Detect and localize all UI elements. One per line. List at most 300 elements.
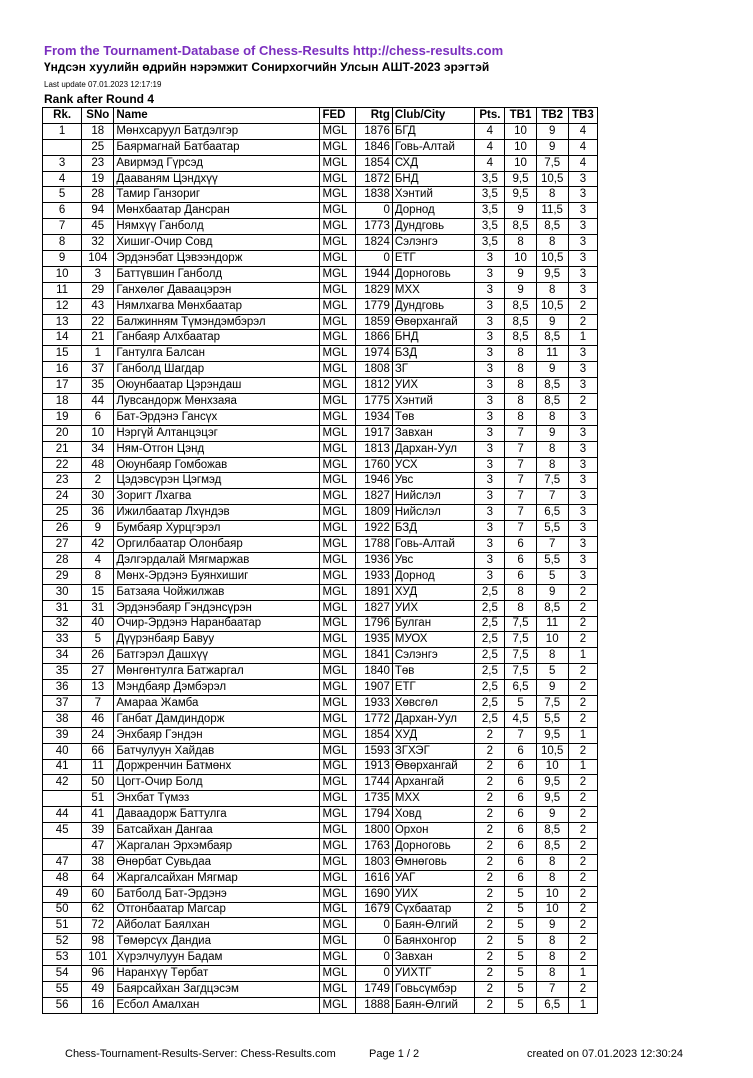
cell-tb2: 9 [536,918,568,934]
cell-name: Батчулуун Хайдав [114,743,320,759]
table-row [43,251,598,267]
cell-sno: 29 [82,282,114,298]
cell-pts: 2 [475,823,505,839]
cell-fed: MGL [320,409,355,425]
cell-tb3: 3 [568,457,597,473]
table-row [43,743,598,759]
cell-name: Батсайхан Дангаа [114,823,320,839]
cell-rank: 3 [43,155,82,171]
cell-pts: 3 [475,505,505,521]
cell-pts: 3 [475,425,505,441]
table-row [43,537,598,553]
cell-sno: 98 [82,934,114,950]
cell-fed: MGL [320,521,355,537]
cell-tb3: 2 [568,807,597,823]
cell-rtg: 1829 [355,282,392,298]
cell-pts: 2,5 [475,648,505,664]
cell-club: Нийслэл [392,505,474,521]
cell-tb1: 8,5 [505,314,536,330]
cell-tb3: 2 [568,981,597,997]
cell-fed: MGL [320,251,355,267]
cell-tb3: 2 [568,394,597,410]
cell-tb3: 3 [568,489,597,505]
table-row [43,457,598,473]
cell-tb2: 7 [536,981,568,997]
cell-tb2: 5 [536,664,568,680]
cell-pts: 3 [475,266,505,282]
cell-club: Завхан [392,950,474,966]
cell-sno: 19 [82,171,114,187]
cell-tb3: 2 [568,600,597,616]
cell-rank: 42 [43,775,82,791]
table-body [43,123,598,1013]
cell-pts: 2,5 [475,711,505,727]
cell-tb3: 3 [568,282,597,298]
cell-sno: 9 [82,521,114,537]
cell-name: Баярмагнай Батбаатар [114,139,320,155]
cell-sno: 66 [82,743,114,759]
cell-sno: 37 [82,362,114,378]
cell-tb2: 6,5 [536,997,568,1013]
table-row [43,123,598,139]
cell-tb3: 2 [568,664,597,680]
cell-rtg: 1891 [355,584,392,600]
cell-rtg: 1744 [355,775,392,791]
cell-name: Отгонбаатар Магсар [114,902,320,918]
cell-club: Говь-Алтай [392,139,474,155]
table-row [43,791,598,807]
cell-rtg: 1913 [355,759,392,775]
cell-sno: 26 [82,648,114,664]
cell-tb1: 7 [505,473,536,489]
col-header-rtg: Rtg [355,108,392,124]
cell-fed: MGL [320,187,355,203]
cell-fed: MGL [320,981,355,997]
cell-pts: 3 [475,330,505,346]
cell-tb1: 6 [505,568,536,584]
cell-tb3: 2 [568,838,597,854]
footer-server: Chess-Tournament-Results-Server: Chess-Results.com [65,1048,336,1060]
cell-tb3: 2 [568,298,597,314]
cell-rank: 32 [43,616,82,632]
cell-sno: 6 [82,409,114,425]
cell-fed: MGL [320,632,355,648]
cell-tb1: 7,5 [505,664,536,680]
cell-fed: MGL [320,568,355,584]
cell-pts: 4 [475,155,505,171]
cell-rank: 23 [43,473,82,489]
cell-club: Дундговь [392,298,474,314]
cell-tb2: 10,5 [536,743,568,759]
cell-name: Ням-Отгон Цэнд [114,441,320,457]
cell-sno: 64 [82,870,114,886]
table-row [43,759,598,775]
cell-tb2: 8 [536,648,568,664]
table-row [43,266,598,282]
table-row [43,807,598,823]
cell-fed: MGL [320,664,355,680]
cell-club: Баянхонгор [392,934,474,950]
cell-name: Наранхүү Төрбат [114,966,320,982]
cell-tb3: 3 [568,378,597,394]
cell-sno: 39 [82,823,114,839]
cell-club: Сэлэнгэ [392,648,474,664]
cell-club: Булган [392,616,474,632]
cell-rank: 5 [43,187,82,203]
cell-club: Ховд [392,807,474,823]
table-row [43,378,598,394]
cell-tb3: 2 [568,918,597,934]
table-row [43,362,598,378]
cell-rtg: 1933 [355,695,392,711]
cell-rank: 44 [43,807,82,823]
cell-sno: 16 [82,997,114,1013]
cell-tb1: 6 [505,823,536,839]
table-row [43,346,598,362]
cell-pts: 4 [475,139,505,155]
cell-name: Дааваням Цэндхүү [114,171,320,187]
cell-rank: 8 [43,235,82,251]
tournament-title: Үндсэн хуулийн өдрийн нэрэмжит Сонирхогчийн Улсын АШТ-2023 эрэгтэй [44,60,490,74]
cell-rtg: 1813 [355,441,392,457]
cell-tb2: 8 [536,870,568,886]
cell-tb3: 3 [568,171,597,187]
cell-name: Төмөрсүх Дандиа [114,934,320,950]
cell-club: Хэнтий [392,394,474,410]
cell-club: Увс [392,552,474,568]
table-row [43,854,598,870]
cell-tb3: 3 [568,346,597,362]
cell-tb2: 6,5 [536,505,568,521]
cell-pts: 3,5 [475,219,505,235]
cell-tb2: 8 [536,282,568,298]
cell-tb1: 7,5 [505,616,536,632]
table-row [43,568,598,584]
cell-tb1: 7 [505,457,536,473]
cell-tb3: 2 [568,680,597,696]
cell-sno: 2 [82,473,114,489]
cell-club: Орхон [392,823,474,839]
cell-pts: 2,5 [475,680,505,696]
cell-sno: 30 [82,489,114,505]
cell-club: ХУД [392,727,474,743]
cell-pts: 2 [475,997,505,1013]
cell-tb2: 8 [536,934,568,950]
cell-tb3: 2 [568,695,597,711]
cell-club: ХУД [392,584,474,600]
cell-sno: 34 [82,441,114,457]
cell-name: Ганхөлөг Даваацэрэн [114,282,320,298]
cell-rtg: 1841 [355,648,392,664]
table-row [43,298,598,314]
cell-rtg: 0 [355,934,392,950]
cell-tb3: 2 [568,584,597,600]
cell-name: Нямлхагва Мөнхбаатар [114,298,320,314]
cell-pts: 3 [475,314,505,330]
cell-tb3: 2 [568,823,597,839]
cell-tb2: 8 [536,457,568,473]
cell-fed: MGL [320,171,355,187]
cell-tb2: 10,5 [536,298,568,314]
cell-pts: 3,5 [475,187,505,203]
cell-club: Дорнод [392,203,474,219]
cell-tb2: 8,5 [536,838,568,854]
cell-name: Мөнхбаатар Дансран [114,203,320,219]
cell-pts: 2,5 [475,584,505,600]
cell-club: Дорнод [392,568,474,584]
cell-pts: 2 [475,854,505,870]
cell-tb3: 1 [568,759,597,775]
cell-club: Хөвсгөл [392,695,474,711]
cell-tb1: 7 [505,425,536,441]
cell-pts: 2 [475,775,505,791]
cell-rank: 48 [43,870,82,886]
table-row [43,282,598,298]
cell-name: Доржренчин Батмөнх [114,759,320,775]
cell-tb3: 3 [568,266,597,282]
cell-sno: 27 [82,664,114,680]
cell-tb1: 5 [505,981,536,997]
cell-tb1: 9,5 [505,187,536,203]
cell-rtg: 1763 [355,838,392,854]
col-header-name: Name [114,108,320,124]
cell-fed: MGL [320,489,355,505]
table-row [43,616,598,632]
cell-tb1: 7 [505,441,536,457]
cell-pts: 2,5 [475,664,505,680]
cell-name: Мөнхсаруул Батдэлгэр [114,123,320,139]
cell-club: БГД [392,123,474,139]
cell-tb2: 9,5 [536,266,568,282]
cell-tb3: 3 [568,568,597,584]
table-row [43,997,598,1013]
cell-tb2: 8,5 [536,600,568,616]
cell-tb2: 11 [536,616,568,632]
cell-rtg: 1935 [355,632,392,648]
table-row [43,680,598,696]
cell-pts: 2 [475,727,505,743]
cell-rank: 6 [43,203,82,219]
cell-tb1: 6 [505,807,536,823]
table-row [43,203,598,219]
cell-name: Баттүвшин Ганболд [114,266,320,282]
cell-tb1: 7 [505,521,536,537]
cell-tb2: 9,5 [536,791,568,807]
cell-rtg: 1616 [355,870,392,886]
cell-tb3: 1 [568,966,597,982]
cell-name: Бат-Эрдэнэ Гансүх [114,409,320,425]
cell-tb2: 10,5 [536,171,568,187]
cell-pts: 2 [475,981,505,997]
cell-pts: 2 [475,886,505,902]
cell-rtg: 1933 [355,568,392,584]
cell-rank: 15 [43,346,82,362]
cell-tb1: 5 [505,886,536,902]
cell-club: Увс [392,473,474,489]
cell-pts: 2 [475,950,505,966]
table-row [43,950,598,966]
cell-club: Сүхбаатар [392,902,474,918]
cell-name: Нямхүү Ганболд [114,219,320,235]
cell-sno: 50 [82,775,114,791]
cell-tb3: 1 [568,648,597,664]
cell-fed: MGL [320,282,355,298]
cell-tb1: 8 [505,584,536,600]
cell-club: БЗД [392,521,474,537]
cell-rtg: 1936 [355,552,392,568]
cell-rank: 39 [43,727,82,743]
cell-tb3: 2 [568,632,597,648]
cell-pts: 2 [475,966,505,982]
cell-rank: 12 [43,298,82,314]
cell-rtg: 1773 [355,219,392,235]
cell-rank: 9 [43,251,82,267]
cell-tb3: 1 [568,727,597,743]
cell-rtg: 1859 [355,314,392,330]
cell-rank: 26 [43,521,82,537]
col-header-pts: Pts. [475,108,505,124]
cell-rank: 55 [43,981,82,997]
cell-rank: 19 [43,409,82,425]
cell-name: Батболд Бат-Эрдэнэ [114,886,320,902]
cell-pts: 2 [475,838,505,854]
cell-tb3: 3 [568,473,597,489]
cell-rank: 29 [43,568,82,584]
cell-tb3: 3 [568,441,597,457]
cell-tb3: 2 [568,616,597,632]
cell-tb1: 6 [505,759,536,775]
cell-pts: 2 [475,807,505,823]
cell-rtg: 1824 [355,235,392,251]
cell-fed: MGL [320,203,355,219]
cell-club: Говь-Алтай [392,537,474,553]
cell-pts: 2,5 [475,600,505,616]
cell-name: Есбол Амалхан [114,997,320,1013]
cell-tb1: 8,5 [505,330,536,346]
cell-tb2: 9 [536,425,568,441]
cell-rtg: 1809 [355,505,392,521]
cell-rank: 49 [43,886,82,902]
cell-name: Энхбат Түмэз [114,791,320,807]
cell-pts: 2 [475,934,505,950]
cell-pts: 3 [475,537,505,553]
cell-tb3: 1 [568,330,597,346]
cell-pts: 3 [475,552,505,568]
cell-sno: 8 [82,568,114,584]
cell-sno: 43 [82,298,114,314]
cell-tb1: 8 [505,394,536,410]
table-row [43,394,598,410]
cell-tb2: 5,5 [536,552,568,568]
cell-tb1: 7 [505,505,536,521]
cell-tb2: 9 [536,584,568,600]
cell-rtg: 1794 [355,807,392,823]
cell-tb1: 8,5 [505,298,536,314]
cell-fed: MGL [320,362,355,378]
cell-club: Дорноговь [392,838,474,854]
cell-rtg: 1808 [355,362,392,378]
cell-rank [43,139,82,155]
cell-pts: 2 [475,759,505,775]
cell-pts: 3 [475,378,505,394]
cell-club: ЕТГ [392,680,474,696]
cell-pts: 3 [475,489,505,505]
cell-fed: MGL [320,648,355,664]
cell-rtg: 0 [355,950,392,966]
cell-sno: 96 [82,966,114,982]
last-update: Last update 07.01.2023 12:17:19 [44,80,162,89]
cell-fed: MGL [320,823,355,839]
cell-pts: 3 [475,394,505,410]
table-row [43,441,598,457]
cell-sno: 15 [82,584,114,600]
cell-fed: MGL [320,997,355,1013]
cell-club: УИХТГ [392,966,474,982]
cell-sno: 18 [82,123,114,139]
cell-tb2: 5 [536,568,568,584]
cell-club: БНД [392,171,474,187]
cell-sno: 94 [82,203,114,219]
table-row [43,966,598,982]
cell-name: Жаргалан Эрхэмбаяр [114,838,320,854]
cell-rank: 31 [43,600,82,616]
cell-fed: MGL [320,473,355,489]
cell-pts: 2 [475,902,505,918]
cell-tb1: 5 [505,997,536,1013]
cell-name: Оргилбаатар Олонбаяр [114,537,320,553]
cell-tb1: 5 [505,966,536,982]
cell-tb2: 8,5 [536,219,568,235]
cell-rank: 35 [43,664,82,680]
footer-created: created on 07.01.2023 12:30:24 [527,1048,683,1060]
source-line: From the Tournament-Database of Chess-Results http://chess-results.com [44,43,504,58]
cell-pts: 2 [475,918,505,934]
cell-name: Гантулга Балсан [114,346,320,362]
table-row [43,886,598,902]
cell-tb1: 5 [505,918,536,934]
cell-tb2: 10 [536,902,568,918]
cell-tb1: 7,5 [505,648,536,664]
cell-rtg: 1907 [355,680,392,696]
cell-sno: 31 [82,600,114,616]
cell-tb1: 7 [505,489,536,505]
cell-sno: 46 [82,711,114,727]
cell-club: Өмнөговь [392,854,474,870]
cell-club: СХД [392,155,474,171]
cell-fed: MGL [320,346,355,362]
cell-pts: 3 [475,298,505,314]
cell-tb1: 6 [505,838,536,854]
cell-club: Төв [392,409,474,425]
cell-rtg: 1934 [355,409,392,425]
cell-rtg: 1854 [355,727,392,743]
cell-club: Хэнтий [392,187,474,203]
cell-pts: 3,5 [475,203,505,219]
cell-sno: 3 [82,266,114,282]
cell-rtg: 1827 [355,600,392,616]
cell-rank: 56 [43,997,82,1013]
cell-tb2: 9,5 [536,775,568,791]
table-row [43,695,598,711]
cell-pts: 3 [475,282,505,298]
cell-tb2: 9,5 [536,727,568,743]
cell-club: МУОХ [392,632,474,648]
cell-sno: 4 [82,552,114,568]
cell-tb1: 8 [505,600,536,616]
cell-pts: 2 [475,791,505,807]
cell-tb2: 7 [536,537,568,553]
cell-rtg: 1946 [355,473,392,489]
